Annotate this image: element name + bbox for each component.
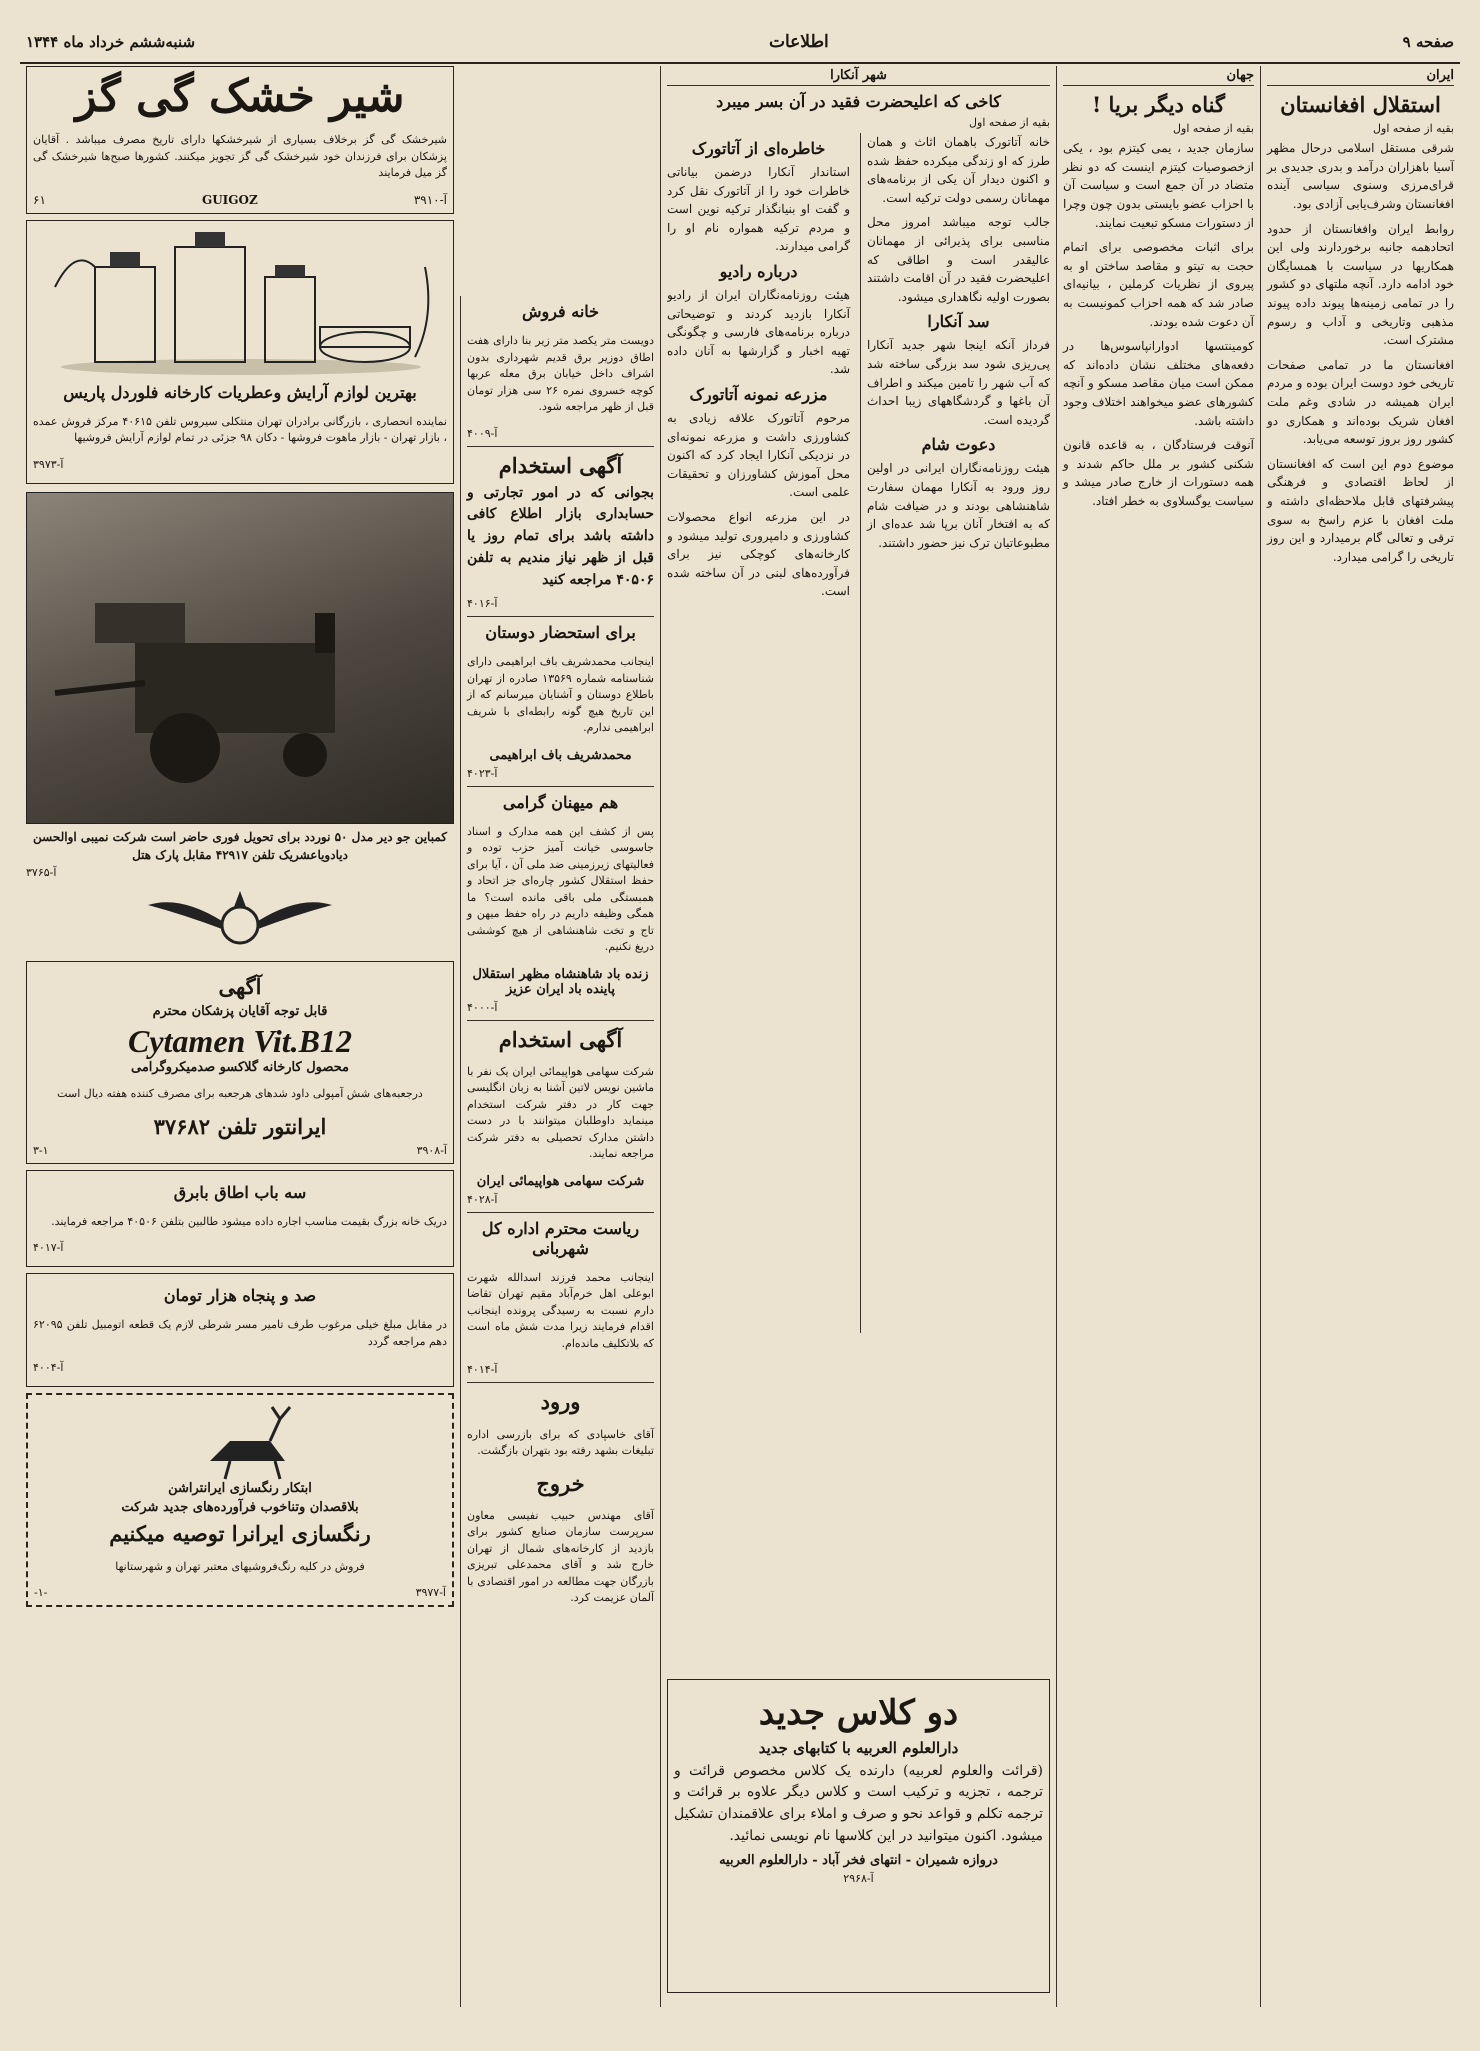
article-paragraph: جالب توجه میباشد امروز محل مناسبی برای پذیرائی از مهمانان عالیقدر است و اطاقی که اعلیحضرت فقید در آن اقامت داشتند بصورت اولیه نگاهداری میشود. [867,215,1050,304]
divider [467,1212,654,1213]
subhead-ataturk-memory: خاطره‌ای از آتاتورک [691,139,826,158]
rent-body: دریک خانه بزرگ بقیمت مناسب اجاره داده میشود طالبین بتلفن ۴۰۵۰۶ مراجعه فرمایند. [51,1214,447,1228]
classified-signature: محمدشریف باف ابراهیمی [489,747,632,763]
article-paragraph: آنوقت فرستادگان ، به قاعده قانون شکنی کشور بر ملل حاکم شدند و همه دستورات از خارج صادر میشد و سیاست یوگسلاوی به خطر افتاد. [1063,438,1254,508]
section-arrival: ورود [540,1389,581,1415]
classified-code: آ-۴۰۲۳ [467,766,498,780]
ad-code: آ-۳۹۰۸ [416,1143,447,1157]
classified-signature: زنده باد شاهنشاه مظهر استقلال پاینده باد ایران عزیز [472,966,649,997]
subhead-model-farm: مزرعه نمونه آتاتورک [689,384,828,404]
ad-guigoz-codes [33,193,447,207]
subhead-dinner: دعوت شام [921,435,996,455]
article-paragraph: هیئت روزنامه‌نگاران ایرانی در اولین روز ورود به آنکارا مهمان سفارت شاهنشاهی بودند و در ضیافت شام که به افتخار آنان برپا شد عده‌ای از مطبوعاتیان ترک نیز حضور داشتند. [867,461,1050,550]
classified-code: آ-۴۰۰۹ [467,426,498,440]
classified-title-employment-airline: آگهی استخدام [498,1026,623,1052]
column-ankara [660,66,1056,2007]
headline-afghan-independence: استقلال افغانستان [1280,92,1441,117]
divider [467,616,654,617]
cosmetics-bottles-icon [35,227,447,377]
article-paragraph: خانه آتاتورک باهمان اثاث و همان طرز که او زندگی میکرده حفظ شده و اکنون دیدار آن یکی از برنامه‌های مهمانان رسمی دولت ترکیه است. [867,135,1050,205]
ad-codes [33,1144,447,1157]
arrival-body: آقای خاسپادی که برای بازرسی اداره تبلیغات بشهد رفته بود بتهران بازگشت. [467,1427,654,1458]
harvester-icon [20,493,453,823]
divider [467,786,654,787]
subhead-dam: سد آنکارا [927,312,990,332]
ad-guigoz-body: شیرخشک گی گز برخلاف بسیاری از شیرخشکها دارای تاریخ مصرف میباشد . آقایان پزشکان برای فرزندان خود شیرخشک گی گز تجویز میکنند. کشورها صبح‌ها شیرخشک گی گز میل فرمایند [33,133,447,180]
article-paragraph: شرقی مستقل اسلامی درحال مظهر آسیا باهزاران درآمد و بدری جدیدی بر قرای‌مرزی وسنوی سیاسی آینده افغانستان وشرف‌یابی آزادی بود. [1267,141,1454,212]
photo-caption: کمباین جو دیر مدل ۵۰ نوردد برای تحویل فوری حاضر است شرکت نمیبی اوالحسن دیادویاعشریک تلفن ۴۲۹۱۷ مقابل پارک هتل [33,829,447,862]
divider [467,1382,654,1383]
column-world [1056,66,1260,2007]
ad-codes [34,1586,446,1599]
article-paragraph: هیئت روزنامه‌نگاران ایران از رادیو آنکارا بازدید کردند و توضیحاتی درباره برنامه‌های فارسی و چگونگی تهیه اخبار و گزارشها به آنان داده شد. [667,287,850,377]
article-paragraph: فرداز آنکه اینجا شهر جدید آنکارا پی‌ریزی شود سد بزرگی ساخته شد که آب شهر را تامین میکند و اطراف آن باغها و گردشگاههای زیبا احداث گردیده است. [867,338,1050,427]
ad-code: آ-۳۹۱۰ [413,192,447,207]
company-line: محصول کارخانه گلاکسو صدمیکروگرامی [131,1060,349,1076]
classified-title-compatriots: هم میهنان گرامی [502,792,619,812]
classified-body: شرکت سهامی هواپیمائی ایران یک نفر با ماشین نویس لاتین آشنا به زبان انگلیسی جهت کار در دفتر شرکت استخدام مینماید داوطلبان میتوانند با در دست داشتن مدارک تحصیلی به دفتر شرکت مراجعه نمایند. [467,1064,654,1161]
column-classifieds [460,296,660,2007]
article-paragraph: موضوع دوم این است که افغانستان از لحاظ اقتصادی و فرهنگی پیشرفتهای قابل ملاحظه‌ای داشته و ملت افغان با عزم راسخ به سوی ترقی و تعالی گام برمیدارد و این روز تاریخی را گرامی میدارد. [1267,456,1454,564]
article-paragraph: روابط ایران وافغانستان از حدود اتحادهمه جانبه برخوردارند ولی این همکاریها در سیاست با همسایگان خود ادامه دارد. آنچه ملتهای دو کشور را در تمامی زمینه‌ها پیوند داده پیوند مذهبی وتاریخی و آداب و رسوم مشترک است. [1267,221,1454,348]
continued-note: بقیه از صفحه اول [1373,122,1454,136]
headline-another-sin: گناه دیگر بریا ! [1092,92,1225,117]
ad-code: آ-۳۹۷۳ [33,457,64,471]
classified-code: آ-۴۰۱۶ [467,597,498,611]
ad-address: دروازه شمیران - انتهای فخر آباد - دارالعلوم العربیه [719,1853,998,1869]
deer-logo-icon [140,1401,340,1481]
newspaper-page [20,22,1460,2007]
section-label-iran: ایران [1267,66,1454,86]
ad-body: (قرائت والعلوم لعربیه) دارنده یک کلاس مخصوص قرائت و ترجمه ، تجزیه و ترکیب است و کلاس دیگر علاوه بر قرائت و ترجمه تکلم و قواعد نحو و صرف و املاء برای علاقمندان تشکیل میشود. اکنون میتوانید در این کلاسها نام نویسی نمائید. [674,1762,1043,1844]
notice-subtitle: قابل توجه آقایان پزشکان محترم [152,1004,328,1020]
product-name: Cytamen Vit.B12 [127,1023,353,1060]
article-paragraph: کومینتسها ادوارانپاسوس‌ها در دفعه‌های مختلف نشان داده‌اند که ممکن است میان مقاصد مسکو و آنچه کشورهای عضو میخواهند اختلاف وجود داشته باشد. [1063,339,1254,428]
date-line: شنبه‌ششم خرداد ماه ۱۳۴۴ [26,33,196,51]
ad-brand: GUIGOZ [201,192,258,207]
continued-note: بقیه از صفحه اول [1173,122,1254,136]
ad-cosmetics-body: نماینده انحصاری ، بازرگانی برادران تهران منتکلی سیروس تلفن ۴۰۶۱۵ مرکز فروش عمده ، بازار تهران - بازار ماهوت فروشها - دکان ۹۸ جزئی در تمام لوازم آرایش فروشیها [33,414,447,445]
photo-code: آ-۳۷۶۵ [26,865,57,879]
article-paragraph: مرحوم آتاتورک علاقه زیادی به کشاورزی داشت و مزرعه نمونه‌ای در نزدیکی آنکارا ایجاد کرد که اکنون محل آموزش کشاورزان و تحقیقات علمی است. [667,410,850,500]
rent-title: سه باب اطاق بابرق [173,1182,307,1202]
classified-code: آ-۴۰۲۸ [467,1192,498,1206]
ad-subtitle: دارالعلوم العربیه با کتابهای جدید [758,1738,959,1757]
continued-note: بقیه از صفحه اول [969,116,1050,129]
ad-code: ۶۱ [33,192,46,207]
column-ads [20,66,460,2007]
classified-title-house-sale: خانه فروش [521,302,600,321]
article-paragraph: در این مزرعه انواع محصولات کشاورزی و دامپروری تولید میشود و کارخانه‌های کوچکی نیز برای فرآورده‌های لبنی در آن ساخته شده است. [667,509,850,599]
ad-cytamen [26,961,454,1164]
section-label-ankara: شهر آنکارا [667,66,1050,86]
ankara-subcolumn-right [860,133,1050,1333]
classified-title-notice-friends: برای استحضار دوستان [485,623,636,643]
divider [467,446,654,447]
ankara-subcolumns [667,133,1050,1333]
notice-title: آگهی [218,973,262,999]
ad-guigoz-title: شیر خشک گی گز [75,71,405,122]
classified-code: آ-۴۰۱۴ [467,1363,498,1377]
classified-body: اینجانب محمدشریف باف ابراهیمی دارای شناسنامه شماره ۱۳۵۶۹ صادره از تهران باطلاع دوستان و آشنایان میرسانم که از این تاریخ هیچ گونه رابطه‌ای با شریف ابراهیمی ندارم. [467,655,655,735]
airline-emblem [26,885,454,955]
ankara-subcolumn-left [667,133,850,1333]
paint-logo-text: ابتکار رنگسازی ایرانتراشن [168,1481,312,1497]
classified-body: اینجانب محمد فرزند اسدالله شهرت ابوعلی اهل خرم‌آباد مقیم تهران تقاضا دارم نسبت به رسیدگی پرونده اینجانب اقدام فرمایند زیرا مدت شش ماه است که بلاتکلیف مانده‌ام. [467,1270,654,1350]
ad-cosmetics-title: بهترین لوازم آرایش وعطریات کارخانه فلوردل پاریس [63,382,417,402]
section-departure: خروج [536,1470,585,1496]
article-paragraph: استاندار آنکارا درضمن بیاناتی خاطرات خود را از آتاتورک نقل کرد و گفت او بنیانگذار ترکیه نوین است و مردم ترکیه همواره نام او را گرامی میدارند. [667,165,850,254]
ad-paint [26,1393,454,1607]
ad-rooms-rent [26,1170,454,1268]
phone-line: ایرانتور تلفن ۳۷۶۸۲ [153,1113,327,1139]
paint-body: بلاقصدان وتناخوب فرآورده‌های جدید شرکت [121,1500,359,1516]
classified-code: آ-۴۰۰۰ [467,1000,498,1014]
masthead [20,22,1460,64]
column-iran [1260,66,1460,2007]
paint-footer: فروش در کلیه رنگ‌فروشیهای معتبر تهران و شهرستانها [115,1559,365,1573]
ad-code: آ-۲۹۶۸ [843,1872,874,1886]
paint-brand: رنگسازی ایرانرا توصیه میکنیم [109,1521,371,1547]
page-number: صفحه ۹ [1402,33,1454,51]
classified-title-police: ریاست محترم اداره کل شهربانی [481,1218,640,1258]
ad-code: آ-۴۰۱۷ [33,1241,64,1255]
ad-code: آ-۴۰۰۴ [33,1361,64,1375]
ad-car-sale [26,1273,454,1387]
columns [20,66,1460,2007]
ad-guigoz-milk [26,66,454,214]
combine-harvester-photo [26,492,454,824]
article-paragraph: افغانستان ما در تمامی صفحات تاریخی خود دوست ایران بوده و مردم ایران همیشه در شادی وغم ملت افغان شریک بوده‌اند و همکاری دو کشور روز بروز توسعه می‌یابد. [1267,357,1454,447]
company-body: درجعبه‌های شش آمپولی داود شدهای هرجعبه برای مصرف کننده هفته دیال است [57,1087,423,1101]
ad-code: -۱- [34,1586,48,1600]
winged-emblem-icon [140,885,340,955]
section-label-world: جهان [1063,66,1254,86]
ad-code: ۳-۱ [33,1143,49,1157]
headline-palace: کاخی که اعلیحضرت فقید در آن بسر میبرد [716,92,1001,111]
classified-title-employment: آگهی استخدام [498,452,623,478]
sale-body: در مقابل مبلغ خیلی مرغوب طرف تامیر مسر شرطی لازم یک قطعه اتومبیل تلفن ۶۲۰۹۵ دهم مراجعه گردد [33,1318,447,1348]
newspaper-name: اطلاعات [768,32,829,52]
classified-body: دویست متر یکصد متر زیر بنا دارای هفت اطاق دوزیر برق قدیم شهرداری بدون اشراف داخل خیابان برق معله عربها کوچه خسروی نمره ۲۶ سی هزار تومان قبل از ظهر مراجعه شود. [467,334,654,413]
article-paragraph: سازمان جدید ، یمی کیتزم بود ، یکی ازخصوصیات کیتزم اینست که دو نظر متضاد در آن جمع است و سیاست آن با احزاب عضو بایستی بدون چون وچرا از دستورات مسکو تبعیت نمایند. [1063,141,1254,230]
ad-code: آ-۳۹۷۷ [415,1586,446,1600]
sale-title: صد و پنجاه هزار تومان [163,1286,317,1306]
departure-body: آقای مهندس حبیب نفیسی معاون سرپرست سازمان صنایع کشور برای بازدید از کارخانه‌های شمال از تهران خارج شد و آقای محمدعلی تبریزی بازرگان جهت مطالعه در امور اقتصادی با آلمان عزیمت کرد. [467,1508,654,1605]
divider [467,1020,654,1021]
ad-title-two-classes: دو کلاس جدید [758,1693,959,1733]
classified-signature: شرکت سهامی هواپیمائی ایران [476,1173,645,1189]
classified-body: پس از کشف این همه مدارک و اسناد جاسوسی خیانت آمیز حزب توده و فعالیتهای زیرزمینی ضد ملی آن ، آیا برای حفظ استقلال کشور چاره‌ای جز اتحاد و همبستگی ملی باقی مانده است؟ ما همگی وظیفه داریم در راه حفظ میهن و تاج و تخت شاهنشاهی از هیچ کوششی دریغ نکنیم. [467,824,654,954]
subhead-radio: درباره رادیو [719,261,798,281]
class-advertisement [667,1679,1050,1993]
ad-cosmetics [26,220,454,484]
classified-body: بجوانی که در امور تجارتی و حسابداری بازار اطلاع کافی داشته باشد برای تمام روز یا قبل از ظهر نیاز مندیم به تلفن ۴۰۵۰۶ مراجعه کنید [467,484,654,588]
article-paragraph: برای اثبات مخصوصی برای اتمام حجت به تیتو و مقاصد ساختن او به پیروی از نظریات کرملین ، بیانیه‌ای صادر شد که همه احزاب کمونیست به آن دعوت شده بودند. [1063,240,1254,329]
